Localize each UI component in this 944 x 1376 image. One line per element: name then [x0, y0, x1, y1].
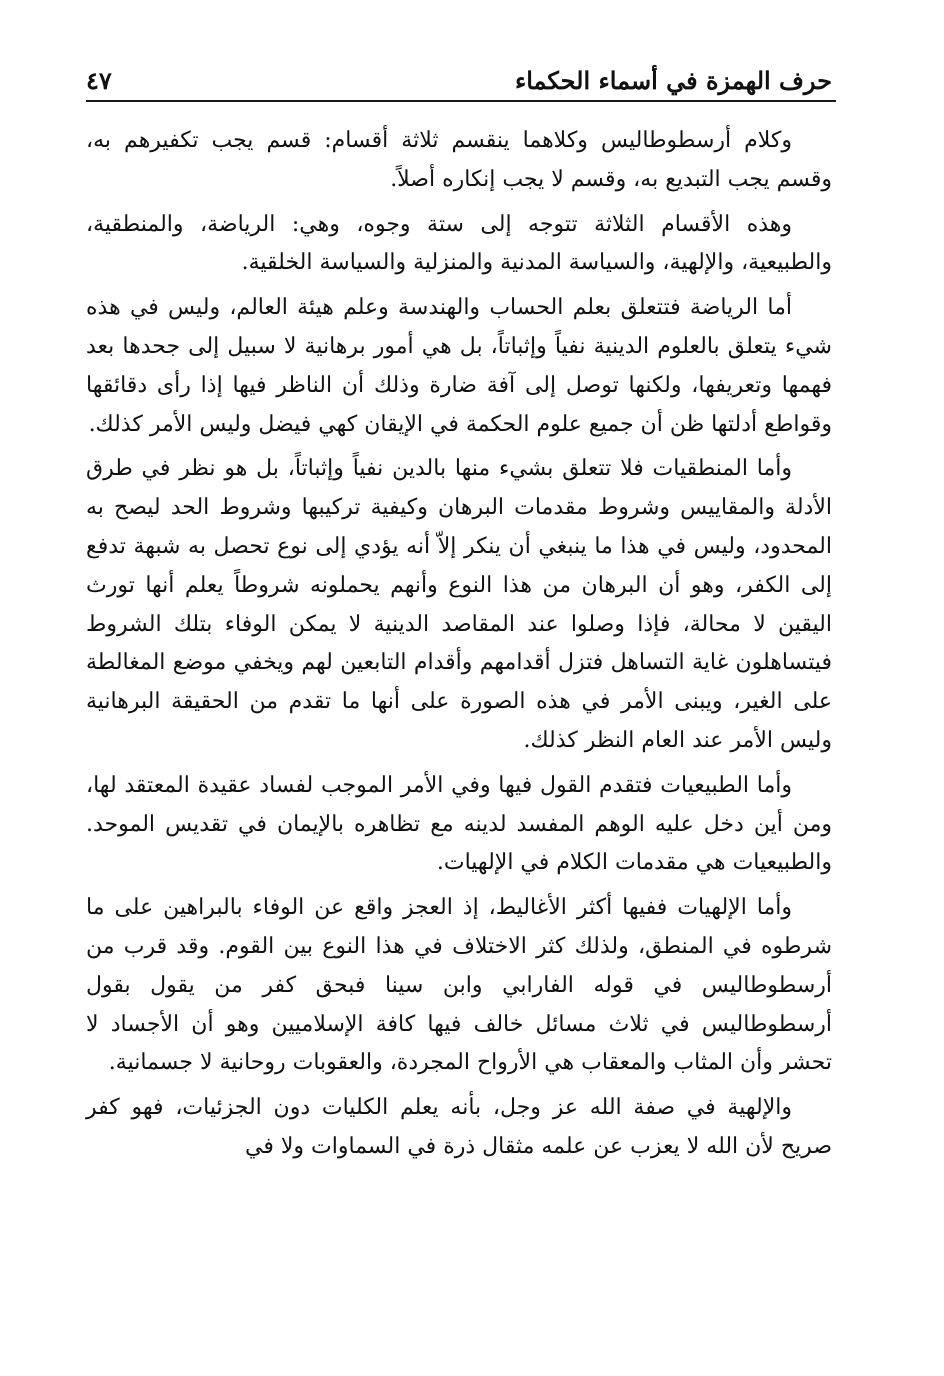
- paragraph: وأما المنطقيات فلا تتعلق بشيء منها بالدين نفياً وإثباتاً، بل هو نظر في طرق الأدلة والمقاييس وشروط مقدمات البرهان وكيفية تركيبها وشروط الحد ليصح به المحدود، وليس في هذا ما ينبغي أن ينكر إلاّ أنه يؤدي إلى نوع تحصل به شبهة تدفع إلى الكفر، وهو أن البرهان من هذا النوع وأنهم يحملونه شروطاً يعلم أنها تورث اليقين لا محالة، فإذا وصلوا عند المقاصد الدينية لا يمكن الوفاء بتلك الشروط فيتساهلون غاية التساهل فتزل أقدامهم وأقدام التابعين لهم ويخفي موضع المغالطة على الغير، ويبنى الأمر في هذه الصورة على أنها ما تقدم من الحقيقة البرهانية وليس الأمر عند العام النظر كذلك.: [86, 456, 832, 753]
- page-number: ٤٧: [86, 66, 112, 95]
- header-divider: [86, 100, 836, 102]
- paragraph: وهذه الأقسام الثلاثة تتوجه إلى ستة وجوه، وهي: الرياضة، والمنطقية، والطبيعية، والإلهية، والسياسة المدنية والمنزلية والسياسة الخلقية.: [86, 211, 832, 276]
- paragraph: وكلام أرسطوطاليس وكلاهما ينقسم ثلاثة أقسام: قسم يجب تكفيرهم به، وقسم يجب التبديع به، وقسم لا يجب إنكاره أصلاً.: [86, 128, 832, 192]
- paragraph: وأما الإلهيات ففيها أكثر الأغاليط، إذ العجز واقع عن الوفاء بالبراهين على ما شرطوه في المنطق، ولذلك كثر الاختلاف في هذا النوع بين القوم. وقد قرب من أرسطوطاليس في قوله الفارابي وابن سينا فبحق كفر من يقول بقول أرسطوطاليس في ثلاث مسائل خالف فيها كافة الإسلاميين وهو أن الأجساد لا تحشر وأن المثاب والمعقاب هي الأرواح المجردة، والعقوبات روحانية لا جسمانية.: [86, 895, 832, 1076]
- body-text: [86, 122, 832, 1173]
- paragraph: أما الرياضة فتتعلق بعلم الحساب والهندسة وعلم هيئة العالم، وليس في هذه شيء يتعلق بالعلوم الدينية نفياً وإثباتاً، بل هي أمور برهانية لا سبيل إلى جحدها بعد فهمها وتعريفها، ولكنها توصل إلى آفة ضارة وذلك أن الناظر فيها إذا رأى دقائقها وقواطع أدلتها ظن أن جميع علوم الحكمة في الإيقان كهي فيضل وليس الأمر كذلك.: [86, 295, 832, 437]
- running-header: [86, 56, 832, 96]
- paragraph: وأما الطبيعيات فتقدم القول فيها وفي الأمر الموجب لفساد عقيدة المعتقد لها، ومن أين دخل عليه الوهم المفسد لدينه مع تظاهره بالإيمان في تقديس الموحد. والطبيعيات هي مقدمات الكلام في الإلهيات.: [86, 772, 832, 876]
- running-title: حرف الهمزة في أسماء الحكماء: [514, 66, 832, 95]
- paragraph: والإلهية في صفة الله عز وجل، بأنه يعلم الكليات دون الجزئيات، فهو كفر صريح لأن الله لا يعزب عن علمه مثقال ذرة في السماوات ولا في: [86, 1095, 832, 1159]
